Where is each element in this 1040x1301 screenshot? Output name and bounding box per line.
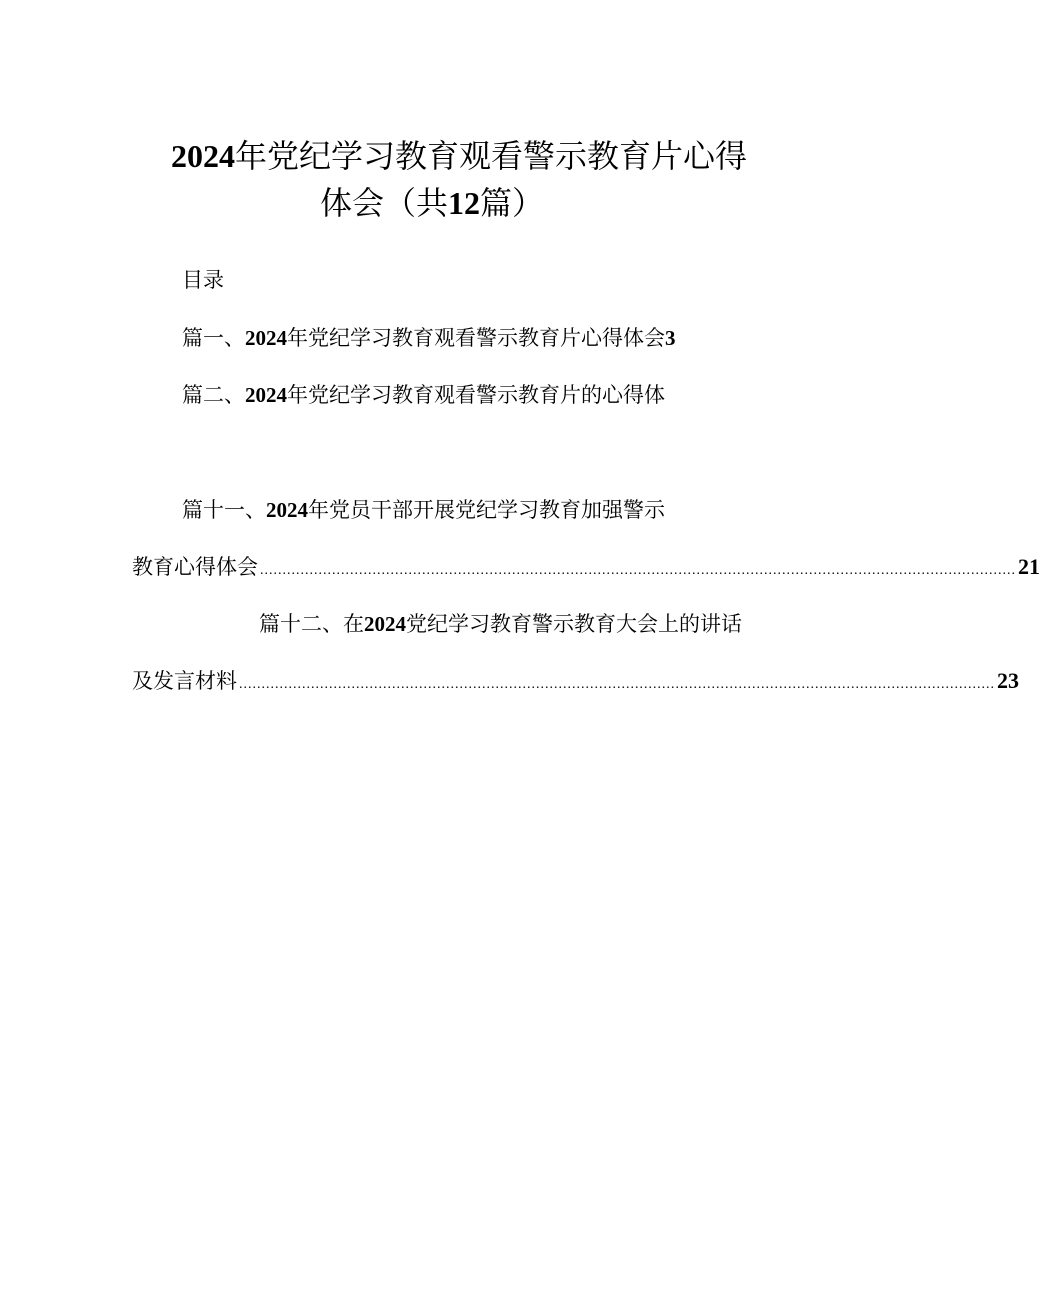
toc-entry-12-continuation[interactable]	[132, 667, 1019, 699]
document-title-line-1	[171, 136, 747, 176]
toc-heading: 目录	[182, 268, 224, 292]
toc-entry-text: 党纪学习教育警示教育大会上的讲话	[406, 612, 742, 636]
toc-entry-year: 2024	[364, 612, 406, 636]
dot-leader: ........................................................................................................................................................................	[239, 677, 995, 692]
toc-entry-prefix: 篇一、	[182, 326, 245, 350]
toc-entry-text: 年党纪学习教育观看警示教育片的心得体	[287, 383, 665, 407]
toc-entry-page: 23	[997, 668, 1019, 693]
toc-entry-prefix: 篇十二、在	[259, 612, 364, 636]
toc-entry-1[interactable]	[182, 324, 676, 352]
title-text-part-a: 体会（共	[320, 184, 449, 222]
toc-entry-year: 2024	[266, 498, 308, 522]
toc-entry-year: 2024	[245, 326, 287, 350]
document-title-line-2	[320, 183, 544, 223]
toc-entry-text: 年党员干部开展党纪学习教育加强警示	[308, 498, 665, 522]
toc-entry-12[interactable]	[259, 610, 742, 638]
title-text-part-b: 篇）	[480, 184, 545, 222]
toc-entry-2[interactable]	[182, 381, 665, 409]
toc-entry-11-continuation[interactable]	[132, 553, 1040, 585]
toc-entry-continuation: 及发言材料	[132, 669, 237, 693]
toc-entry-11[interactable]	[182, 496, 665, 524]
toc-entry-prefix: 篇十一、	[182, 498, 266, 522]
toc-entry-year: 2024	[245, 383, 287, 407]
toc-entry-prefix: 篇二、	[182, 383, 245, 407]
title-count: 12	[448, 185, 481, 221]
toc-entry-page: 21	[1018, 554, 1040, 579]
dot-leader: ........................................................................................................................................................................	[260, 563, 1016, 578]
title-text: 年党纪学习教育观看警示教育片心得	[235, 137, 748, 175]
toc-entry-text: 年党纪学习教育观看警示教育片心得体会	[287, 326, 665, 350]
toc-entry-continuation: 教育心得体会	[132, 555, 258, 579]
toc-entry-page: 3	[665, 326, 676, 350]
title-year: 2024	[171, 138, 235, 174]
